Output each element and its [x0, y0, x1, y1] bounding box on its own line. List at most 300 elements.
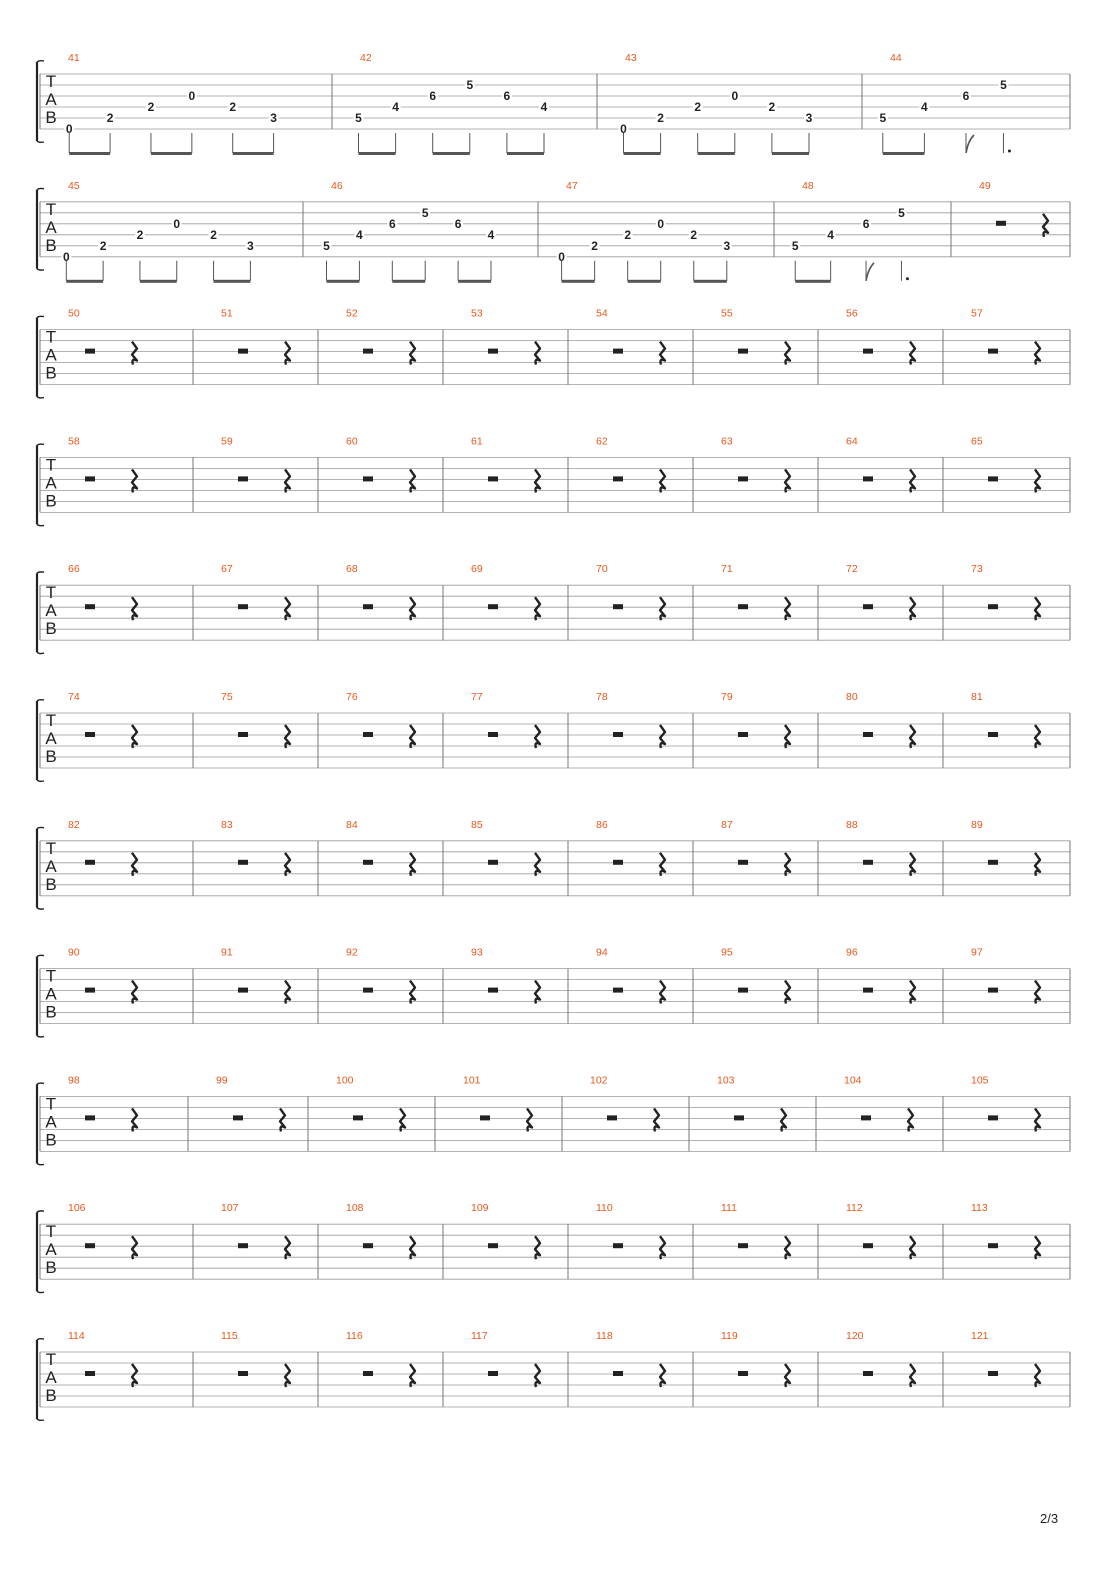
measure-number: 66 [68, 563, 80, 576]
measure [596, 691, 693, 768]
measure-number: 58 [68, 435, 80, 448]
bracket-top-curl [37, 444, 44, 445]
tab-clef-letter: T [45, 455, 57, 475]
measure [68, 1330, 193, 1407]
fret-number: 6 [503, 89, 511, 103]
fret-number: 0 [173, 216, 181, 231]
measure [971, 1074, 1070, 1151]
measure-number: 118 [596, 1330, 613, 1342]
tab-clef-letter: B [45, 1130, 57, 1150]
half-rest [988, 349, 998, 354]
tab-system [37, 947, 1070, 1037]
fret-number: 2 [210, 227, 217, 242]
measure [790, 180, 951, 283]
measure-number: 63 [721, 435, 733, 448]
measure [721, 819, 818, 896]
half-rest [613, 1243, 623, 1248]
measure [354, 52, 598, 155]
bracket-top-curl [37, 827, 44, 828]
measure [471, 819, 568, 896]
half-rest [988, 1115, 998, 1120]
measure [590, 1074, 689, 1151]
measure [971, 819, 1070, 896]
measure [68, 819, 193, 896]
quarter-rest [910, 981, 915, 1004]
measure [971, 563, 1070, 640]
quarter-rest [285, 469, 290, 492]
measure [971, 691, 1070, 768]
quarter-rest [535, 1236, 540, 1259]
half-rest [738, 1243, 748, 1248]
measure-number: 82 [68, 818, 80, 831]
tab-clef-letter: A [45, 729, 57, 748]
quarter-rest [785, 1236, 790, 1259]
quarter-rest [660, 1236, 665, 1259]
bracket-top-curl [37, 316, 44, 317]
measure-number: 44 [890, 52, 902, 64]
half-rest [85, 1243, 95, 1248]
measure-number: 67 [221, 563, 233, 576]
quarter-rest [285, 853, 290, 876]
half-rest [353, 1115, 363, 1120]
measure [221, 819, 318, 896]
tab-clef-letter: T [45, 1222, 57, 1242]
measure [596, 308, 693, 385]
half-rest [233, 1115, 243, 1120]
measure [68, 1074, 188, 1151]
tab-system [37, 819, 1070, 909]
quarter-rest [535, 342, 540, 365]
measure-number: 119 [721, 1330, 738, 1342]
measure-number: 48 [802, 179, 814, 192]
fret-number: 6 [388, 216, 396, 231]
measure-number: 117 [471, 1330, 488, 1342]
measure [846, 819, 943, 896]
tab-clef-letter: A [45, 90, 57, 109]
measure-number: 81 [971, 691, 983, 703]
tab-system [37, 1202, 1070, 1292]
measure-number: 47 [566, 179, 578, 192]
tab-clef-letter: T [45, 199, 57, 219]
measure-number: 60 [346, 435, 358, 448]
half-rest [85, 476, 95, 481]
measure [221, 1202, 318, 1279]
fret-number: 0 [620, 122, 627, 136]
measure-number: 106 [68, 1202, 86, 1215]
measure [596, 819, 693, 896]
fret-number: 5 [323, 238, 330, 253]
bracket-bottom-curl [37, 397, 44, 398]
half-rest [488, 860, 498, 865]
measure-number: 73 [971, 563, 983, 576]
fret-number: 0 [188, 89, 196, 103]
quarter-rest [910, 597, 915, 620]
measure-number: 42 [360, 52, 372, 64]
bracket-bottom-curl [37, 524, 44, 525]
measure [721, 1202, 818, 1279]
tab-clef-letter: T [45, 838, 57, 858]
measure-number: 120 [846, 1330, 864, 1342]
measure-number: 84 [346, 818, 358, 831]
fret-number: 2 [229, 100, 237, 114]
measure-number: 61 [471, 435, 483, 448]
half-rest [734, 1115, 744, 1120]
measure [346, 1202, 443, 1279]
measure [596, 1202, 693, 1279]
bracket-bottom-curl [37, 1036, 44, 1037]
measure [471, 691, 568, 768]
fret-number: 2 [657, 111, 664, 125]
measure [846, 1202, 943, 1279]
quarter-rest [132, 469, 137, 492]
half-rest [488, 732, 498, 737]
half-rest [238, 988, 248, 993]
measure-number: 114 [68, 1330, 85, 1342]
measure-number: 75 [221, 691, 233, 703]
beam [327, 280, 360, 283]
tab-clef-letter: A [45, 601, 57, 621]
fret-number: 2 [624, 227, 632, 242]
quarter-rest [410, 469, 415, 492]
quarter-rest [660, 342, 665, 365]
measure-number: 90 [68, 946, 80, 959]
fret-number: 2 [136, 227, 144, 242]
measure-number: 98 [68, 1074, 80, 1087]
quarter-rest [660, 469, 665, 492]
measure [221, 1330, 318, 1407]
quarter-rest [1035, 469, 1040, 492]
quarter-rest [781, 1108, 786, 1131]
bracket-bottom-curl [37, 141, 44, 142]
fret-number: 3 [247, 238, 254, 253]
tab-clef-letter: T [45, 966, 57, 986]
quarter-rest [654, 1108, 659, 1131]
half-rest [863, 604, 873, 609]
fret-number: 2 [591, 238, 598, 253]
bracket-top-curl [37, 572, 44, 573]
tab-clef-letter: B [45, 874, 57, 894]
fret-number: 6 [454, 216, 462, 231]
measure [471, 563, 568, 640]
quarter-rest [1035, 1236, 1040, 1259]
measure [68, 691, 193, 768]
measure [471, 947, 568, 1024]
beam [698, 152, 735, 155]
measure-number: 69 [471, 563, 483, 576]
quarter-rest [1035, 1108, 1040, 1131]
half-rest [607, 1115, 617, 1120]
fret-number: 5 [466, 78, 474, 92]
eighth-flag [866, 263, 874, 281]
bracket-bottom-curl [37, 269, 44, 270]
half-rest [488, 604, 498, 609]
measure-number: 97 [971, 946, 983, 959]
tab-system [37, 308, 1070, 398]
measure-number: 43 [625, 52, 637, 64]
fret-number: 5 [879, 111, 887, 125]
quarter-rest [285, 342, 290, 365]
measure-number: 79 [721, 691, 733, 703]
quarter-rest [410, 725, 415, 748]
half-rest [363, 1243, 373, 1248]
beam [694, 280, 727, 283]
bracket-bottom-curl [37, 1419, 44, 1420]
beam [233, 152, 274, 155]
tab-clef-letter: B [45, 1386, 57, 1405]
half-rest [863, 732, 873, 737]
fret-number: 4 [487, 227, 495, 242]
fret-number: 3 [270, 111, 277, 125]
quarter-rest [410, 981, 415, 1004]
quarter-rest [660, 853, 665, 876]
half-rest [863, 476, 873, 481]
measure-number: 86 [596, 818, 608, 831]
half-rest [863, 1371, 873, 1376]
fret-number: 4 [356, 227, 363, 242]
measure [346, 308, 443, 385]
tab-clef-letter: B [45, 747, 57, 766]
half-rest [738, 476, 748, 481]
measure-number: 49 [979, 179, 991, 192]
tab-clef-letter: T [45, 711, 57, 730]
measure [846, 308, 943, 385]
measure [721, 1330, 818, 1407]
half-rest [85, 349, 95, 354]
measure-number: 88 [846, 818, 858, 831]
fret-number: 2 [768, 100, 776, 114]
half-rest [238, 1243, 248, 1248]
measure [346, 947, 443, 1024]
half-rest [238, 476, 248, 481]
bracket-top-curl [37, 1083, 44, 1084]
fret-number: 6 [429, 89, 437, 103]
tab-system [37, 1074, 1070, 1164]
half-rest [238, 349, 248, 354]
quarter-rest [285, 1236, 290, 1259]
beam [624, 152, 661, 155]
measure-number: 113 [971, 1202, 988, 1215]
quarter-rest [785, 725, 790, 748]
fret-number: 3 [805, 111, 813, 125]
measure [221, 947, 318, 1024]
half-rest [85, 1115, 95, 1120]
fret-number: 2 [694, 100, 702, 114]
half-rest [863, 988, 873, 993]
measure-number: 99 [216, 1074, 228, 1087]
fret-number: 2 [99, 238, 107, 253]
measure [68, 308, 193, 385]
quarter-rest [535, 981, 540, 1004]
half-rest [488, 988, 498, 993]
quarter-rest [910, 853, 915, 876]
tab-clef-letter: T [45, 583, 57, 603]
half-rest [85, 1371, 95, 1376]
eighth-flag [966, 135, 974, 153]
half-rest [861, 1115, 871, 1120]
half-rest [988, 604, 998, 609]
tab-clef-letter: B [45, 363, 57, 383]
measure [721, 691, 818, 768]
half-rest [85, 732, 95, 737]
measure [346, 819, 443, 896]
measure-number: 71 [721, 563, 733, 576]
measure [846, 435, 943, 512]
half-rest [238, 732, 248, 737]
quarter-rest [1035, 981, 1040, 1004]
half-rest [363, 1371, 373, 1376]
quarter-rest [910, 1236, 915, 1259]
quarter-rest [785, 853, 790, 876]
half-rest [988, 476, 998, 481]
measure [346, 1330, 443, 1407]
measure-number: 108 [346, 1202, 364, 1215]
quarter-rest [785, 342, 790, 365]
half-rest [238, 1371, 248, 1376]
measure-number: 110 [596, 1202, 613, 1215]
measure-number: 53 [471, 307, 483, 320]
beam [69, 152, 110, 155]
quarter-rest [785, 981, 790, 1004]
measure [717, 1074, 816, 1151]
measure-number: 70 [596, 563, 608, 576]
quarter-rest [527, 1108, 532, 1131]
quarter-rest [132, 1108, 137, 1131]
duration-dot [906, 277, 909, 280]
measure [68, 1202, 193, 1279]
quarter-rest [410, 597, 415, 620]
half-rest [363, 476, 373, 481]
tab-clef-letter: T [45, 327, 57, 347]
measure-number: 112 [846, 1202, 863, 1215]
half-rest [613, 732, 623, 737]
quarter-rest [535, 853, 540, 876]
quarter-rest [1035, 853, 1040, 876]
measure [216, 1074, 308, 1151]
measure-number: 89 [971, 818, 983, 831]
tab-clef-letter: A [45, 473, 57, 493]
fret-number: 0 [62, 249, 70, 264]
half-rest [738, 988, 748, 993]
quarter-rest [910, 342, 915, 365]
measure [221, 435, 318, 512]
measure [878, 52, 1070, 155]
measure [346, 435, 443, 512]
measure-number: 83 [221, 818, 233, 831]
measure-number: 111 [721, 1202, 737, 1215]
quarter-rest [132, 1364, 137, 1387]
measure [721, 563, 818, 640]
beam [214, 280, 251, 283]
measure [221, 691, 318, 768]
quarter-rest [660, 725, 665, 748]
measure [68, 435, 193, 512]
quarter-rest [132, 597, 137, 620]
measure-number: 96 [846, 946, 858, 959]
tab-clef-letter: B [45, 491, 57, 511]
quarter-rest [910, 1364, 915, 1387]
measure [971, 308, 1070, 385]
page-number: 2/3 [1040, 1511, 1059, 1526]
half-rest [863, 349, 873, 354]
fret-number: 6 [862, 216, 870, 231]
measure-number: 94 [596, 946, 608, 959]
fret-number: 2 [147, 100, 155, 114]
quarter-rest [1035, 597, 1040, 620]
measure [68, 563, 193, 640]
bracket-top-curl [37, 61, 44, 62]
measure [846, 691, 943, 768]
beam [795, 280, 830, 283]
tab-clef-letter: A [45, 345, 57, 365]
measure [846, 563, 943, 640]
measure [721, 947, 818, 1024]
measure [971, 1202, 1070, 1279]
measure-number: 50 [68, 307, 80, 320]
beam [433, 152, 470, 155]
bracket-top-curl [37, 700, 44, 701]
quarter-rest [132, 981, 137, 1004]
measure [68, 947, 193, 1024]
tab-clef-letter: A [45, 1112, 57, 1132]
quarter-rest [285, 981, 290, 1004]
quarter-rest [285, 597, 290, 620]
fret-number: 5 [421, 205, 429, 220]
measure-number: 116 [346, 1330, 363, 1342]
half-rest [488, 1371, 498, 1376]
measure-number: 93 [471, 946, 483, 959]
measure [471, 308, 568, 385]
tab-system [37, 52, 1070, 155]
measure-number: 105 [971, 1074, 989, 1087]
measure [846, 947, 943, 1024]
tab-clef-letter: B [45, 108, 57, 127]
half-rest [363, 732, 373, 737]
quarter-rest [1035, 725, 1040, 748]
quarter-rest [285, 1364, 290, 1387]
bracket-top-curl [37, 1211, 44, 1212]
fret-number: 2 [690, 227, 698, 242]
beam [392, 280, 425, 283]
measure-number: 92 [346, 946, 358, 959]
quarter-rest [280, 1108, 285, 1131]
fret-number: 3 [723, 238, 731, 253]
quarter-rest [285, 725, 290, 748]
fret-number: 6 [962, 89, 970, 103]
beam [66, 280, 103, 283]
half-rest [363, 349, 373, 354]
tab-clef-letter: T [45, 1350, 57, 1369]
measure-number: 55 [721, 307, 733, 320]
half-rest [363, 604, 373, 609]
measure-number: 104 [844, 1074, 862, 1087]
half-rest [85, 860, 95, 865]
measure [64, 52, 332, 155]
measure [557, 180, 774, 283]
measure-number: 68 [346, 563, 358, 576]
measure-number: 64 [846, 435, 858, 448]
measure-number: 59 [221, 435, 233, 448]
half-rest [988, 988, 998, 993]
beam [151, 152, 192, 155]
quarter-rest [535, 469, 540, 492]
fret-number: 0 [731, 89, 739, 103]
tab-clef-letter: A [45, 1240, 57, 1260]
half-rest [863, 1243, 873, 1248]
tab-clef-letter: T [45, 1094, 57, 1114]
tab-system [37, 563, 1070, 653]
tab-clef-letter: A [45, 1368, 57, 1387]
quarter-rest [910, 725, 915, 748]
